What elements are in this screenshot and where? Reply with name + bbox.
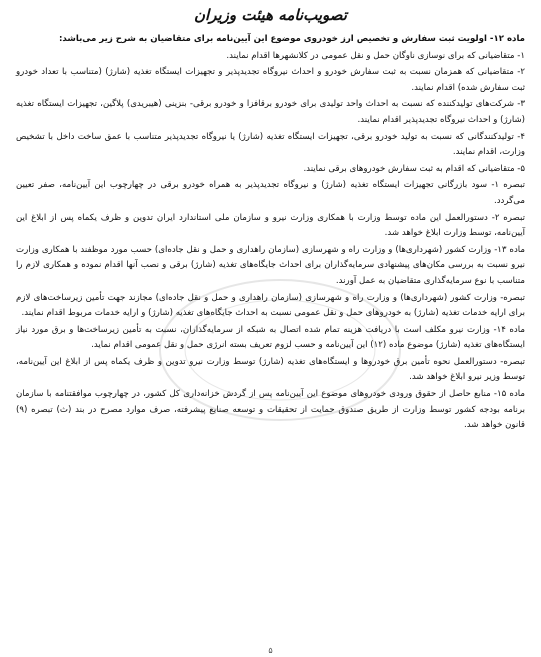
article-12-note-2: تبصره ۲- دستورالعمل این ماده توسط وزارت با همکاری وزارت نیرو و سازمان ملی استاندارد ایران تدوین و ظرف یکماه پس از ابلاغ این آیین‌نامه، توسط وزارت ابلاغ خواهد شد.: [16, 212, 525, 239]
article-13-note: تبصره- وزارت کشور (شهرداری‌ها) و وزارت راه و شهرسازی (سازمان راهداری و حمل و نقل جاده‌ای) مجازند جهت تأمین زیرساخت‌های لازم برای ارایه خدمات تغذیه (شارژ) به خودروهای حمل و نقل عمومی نسبت به احداث جایگاه‌های تغذیه (شارژ) و ارایه خدمات مربوط اقدام نمایند.: [16, 292, 525, 319]
article-12-item-4: ۴- تولیدکنندگانی که نسبت به تولید خودرو برقی، تجهیزات ایستگاه تغذیه (شارژ) یا نیروگاه تجدیدپذیر متناسب با عمق ساخت داخل با تشخیص وزارت، اقدام نمایند.: [16, 131, 525, 158]
article-14-note: تبصره- دستورالعمل نحوه تأمین برق خودروها و ایستگاه‌های تغذیه (شارژ) توسط وزارت نیرو تدوین و ظرف یکماه پس از ابلاغ این آیین‌نامه، توسط وزیر نیرو ابلاغ خواهد شد.: [16, 356, 525, 383]
article-15: ماده ۱۵- منابع حاصل از حقوق ورودی خودروهای موضوع این آیین‌نامه پس از گردش خزانه‌داری کل کشور، در چهارچوب موافقتنامه با سازمان برنامه بودجه کشور توسط وزارت از طریق صندوق حمایت از تحقیقات و توسعه صنایع پیشرفته، صرف موارد مصرح در بند (ث) تبصره (۹) قانون خواهد شد.: [16, 389, 525, 431]
article-13: ماده ۱۳- وزارت کشور (شهرداری‌ها) و وزارت راه و شهرسازی (سازمان راهداری و حمل و نقل جاده‌ای) حسب مورد موظفند با همکاری وزارت نیرو نسبت به بررسی مکان‌های پیشنهادی سرمایه‌گذاران برای احداث جایگاه‌های تغذیه (شارژ) برقی و نصب آنها اقدام نموده و همکاری لازم را متناسب با نوع سرمایه‌گذاری متقاضیان به عمل آورند.: [16, 244, 525, 286]
article-12-item-2: ۲- متقاضیانی که همزمان نسبت به ثبت سفارش خودرو و احداث نیروگاه تجدیدپذیر و تجهیزات ایستگاه تغذیه (شارژ) (متناسب با تعداد خودرو ثبت سفارش شده) اقدام نمایند.: [16, 67, 525, 93]
page-title: تصویب‌نامه هیئت وزیران: [194, 6, 347, 24]
article-12-item-3: ۳- شرکت‌های تولیدکننده که نسبت به احداث واحد تولیدی برای خودرو برقافزا و خودرو برقی- بنزینی (هیبریدی) پلاگین، تجهیزات ایستگاه تغذیه (شارژ) و احداث نیروگاه تجدیدپذیر اقدام نمایند.: [16, 99, 525, 125]
article-14: ماده ۱۴- وزارت نیرو مکلف است با دریافت هزینه تمام شده اتصال به شبکه از سرمایه‌گذاران، نسبت به تأمین زیرساخت‌ها و برق مورد نیاز ایستگاه‌های تغذیه (شارژ) موضوع ماده (۱۲) این آیین‌نامه و حسب لزوم تعریف بسته انرژی حمل و نقل عمومی اقدام نماید.: [16, 324, 525, 351]
article-12: ماده ۱۲- اولویت ثبت سفارش و تخصیص ارز خودروی موضوع این آیین‌نامه برای متقاضیان به شرح زیر می‌باشد:: [58, 34, 525, 44]
article-12-item-5: ۵- متقاضیانی که اقدام به ثبت سفارش خودروهای برقی نمایند.: [303, 163, 525, 174]
article-12-item-1: ۱- متقاضیانی که برای نوسازی ناوگان حمل و نقل عمومی در کلانشهرها اقدام نمایند.: [226, 50, 525, 61]
article-12-note-1: تبصره ۱- سود بازرگانی تجهیزات ایستگاه تغذیه (شارژ) و نیروگاه تجدیدپذیر به همراه خودرو برقی در چهارچوب این آیین‌نامه، صفر تعیین می‌گردد.: [16, 180, 525, 206]
page-number: ۵: [268, 646, 273, 655]
